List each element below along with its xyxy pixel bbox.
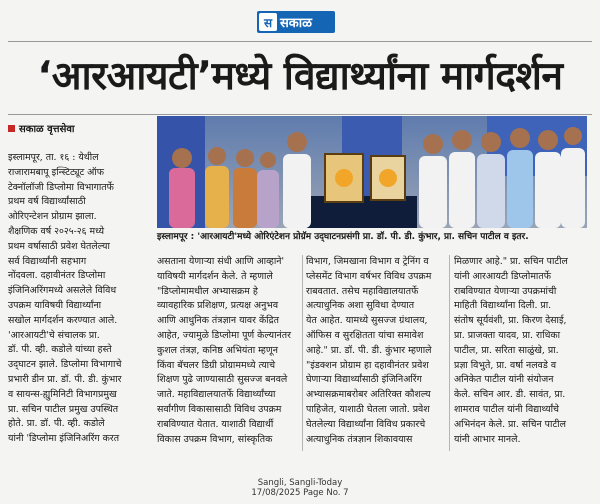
- footer-date-page: 17/08/2025 Page No. 7: [251, 488, 349, 498]
- masthead: [0, 0, 600, 40]
- sakal-logo-text: सकाळ: [280, 16, 313, 31]
- sakal-logo: [257, 11, 335, 33]
- column-divider: [302, 255, 303, 451]
- byline-square-icon: [8, 125, 15, 132]
- article-photo: [157, 116, 587, 228]
- column-divider: [449, 255, 450, 451]
- sakal-logo-symbol: स: [259, 13, 277, 31]
- article-headline: ‘आरआयटी’मध्ये विद्यार्थ्यांना मार्गदर्शन: [37, 54, 563, 99]
- article-column-1: इस्लामपूर, ता. १६ : येथील राजारामबापू इन्स्टिट्यूट ऑफ टेक्नॉलॉजी डिप्लोमा विभागातर्फे प्रथम वर्ष विद्यार्थ्यांसाठी ओरिएन्टेशन प्रोग्राम झाला. शैक्षणिक वर्ष २०२५-२६ मध्ये प्रथम वर्षासाठी प्रवेश घेतलेल्या सर्व विद्यार्थ्यांनी सहभाग नोंदवला. दहावीनंतर डिप्लोमा इंजिनिअरिंगमध्ये असलेले विविध उपक्रम याविषयी विद्यार्थ्यांना सखोल मार्गदर्शन करण्यात आले. 'आरआयटी'चे संचालक प्रा. डॉ. पी. व्ही. कडोले यांच्या हस्ते उद्‌घाटन झाले. डिप्लोमा विभागाचे प्रभारी डीन प्रा. डॉ. पी. डी. कुंभार व सायन्स-ह्युमिनिटी विभागप्रमुख प्रा. सचिन पाटील प्रमुख उपस्थित होते. प्रा. डॉ. पी. व्ही. कडोले यांनी 'डिप्लोमा इंजिनिअरिंग करत: [8, 152, 122, 445]
- footer-edition: Sangli, Sangli-Today: [257, 478, 343, 488]
- headline-rule: [8, 114, 592, 115]
- article-column-3: विभाग, जिमखाना विभाग व ट्रेनिंग व प्लेसमेंट विभाग वर्षभर विविध उपक्रम राबवतात. तसेच महाविद्यालयातर्फे अत्याधुनिक अशा सुविधा देण्यात येत आहेत. यामध्ये सुसज्ज ग्रंथालय, ऑफिस व सुरक्षितता यांचा समावेश आहे." प्रा. डॉ. पी. डी. कुंभार म्हणाले "इंडक्शन प्रोग्राम हा दहावीनंतर प्रवेश घेणाऱ्या विद्यार्थ्यांसाठी इंजिनिअरिंग अभ्यासक्रमाबरोबर अतिरिक्त कौशल्य पाहिजेत, याशाठी घेतला जातो. प्रवेश घेतलेल्या विद्यार्थ्यांना विविध प्रकारचे अत्याधुनिक तंत्रज्ञान शिकावयास: [306, 256, 432, 445]
- article-column-4: मिळणार आहे." प्रा. सचिन पाटील यांनी आरआयटी डिप्लोमातर्फे राबविण्यात येणाऱ्या उपक्रमांची माहिती विद्यार्थ्यांना दिली. प्रा. संतोष सूर्यवंशी, प्रा. किरण देसाई, प्रा. प्राजक्ता यादव, प्रा. राधिका पाटील, प्रा. सरिता साळुंखे, प्रा. प्रज्ञा विभुते, प्रा. वर्षा नलवडे व अनिकेत पाटील यांनी संयोजन केले. सचिन आर. डी. सावंत, प्रा. शामराव पाटील यांनी विद्यार्थ्यांचे अभिनंदन केले. प्रा. सचिन पाटील यांनी आभार मानले.: [454, 256, 568, 445]
- byline: [8, 121, 75, 135]
- article-column-2: असताना येणाऱ्या संधी आणि आव्हाने' याविषयी मार्गदर्शन केले. ते म्हणाले "डिप्लोमामधील अभ्यासक्रम हे व्यावहारिक प्रशिक्षण, प्रत्यक्ष अनुभव आणि आधुनिक तंत्रज्ञान यावर केंद्रित आहेत, ज्यामुळे डिप्लोमा पूर्ण केल्यानंतर कुशल तंत्रज्ञ, कनिष्ठ अभियंता म्हणून किंवा बॅचलर डिग्री प्रोग्राममध्ये त्याचे शिक्षण पुढे जाण्यासाठी सुसज्ज बनवले जाते. महाविद्यालयातर्फे विद्यार्थ्यांच्या सर्वांगीण विकासासाठी विविध उपक्रम राबविण्यात येतात. याशाठी विद्यार्थी विकास उपक्रम विभाग, सांस्कृतिक: [157, 256, 291, 445]
- page-footer: [0, 478, 600, 498]
- byline-text: सकाळ वृत्तसेवा: [19, 124, 75, 135]
- photo-caption: इस्लामपूर : 'आरआयटी'मध्ये ओरिएंटेशन प्रोग्रॅम उद्‌घाटनप्रसंगी प्रा. डॉ. पी. डी. कुंभार, प्रा. सचिन पाटील व इतर.: [157, 232, 529, 242]
- group-photo-illustration: [157, 116, 587, 228]
- header-rule: [8, 41, 592, 42]
